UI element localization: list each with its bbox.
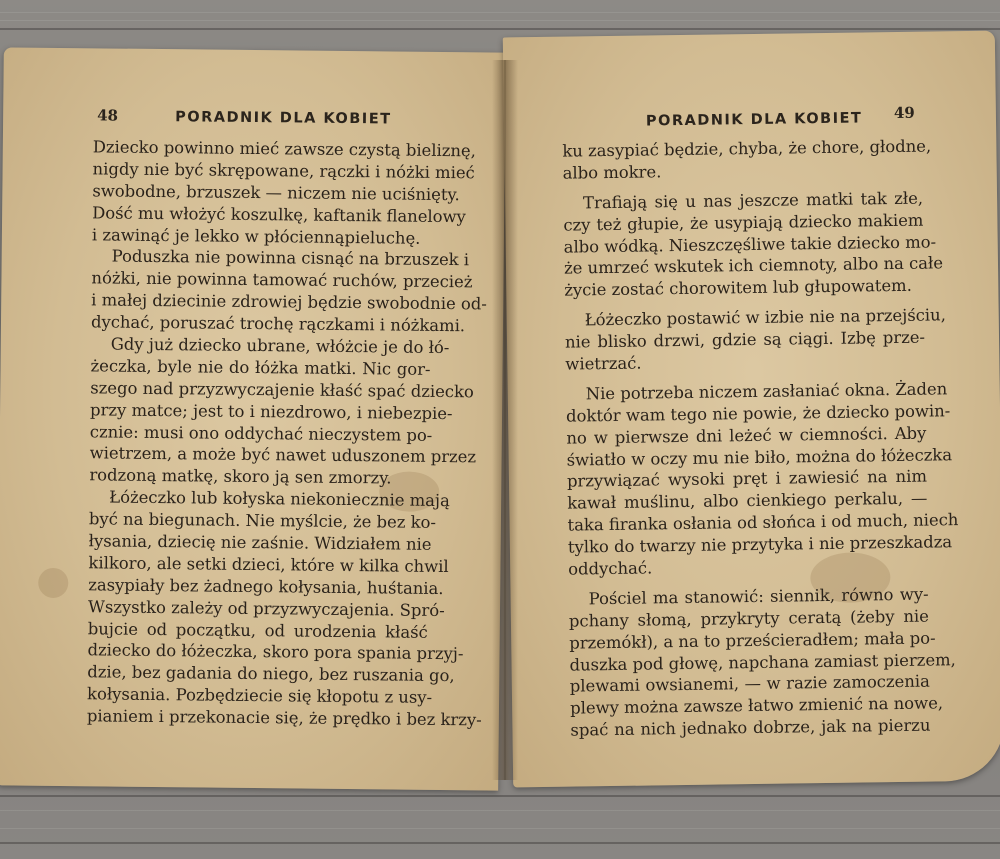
text-line: Wszystko zależy od przyzwyczajenia. Spró- (87, 597, 445, 620)
text-line: że umrzeć wskutek ich ciemnoty, albo na całe (563, 253, 944, 279)
text-line: taka firanka osłania od słońca i od much, niech (567, 510, 959, 535)
text-line: Łóżeczko lub kołyska niekoniecznie mają (109, 487, 450, 511)
text-line: oddychać. (568, 558, 653, 579)
text-line: nie blisko drzwi, gdzie są ciągi. Izbę prze- (564, 327, 926, 352)
text-line: Dość mu włożyć koszulkę, kaftanik flanelowy (92, 202, 466, 226)
text-line: przy matce; jest to i niezdrowo, i niebezpie- (89, 400, 453, 423)
text-line: być na biegunach. Nie myślcie, że bez ko- (88, 509, 437, 533)
text-line: żeczka, byle nie do łóżka matki. Nic gor- (90, 356, 431, 379)
right-page-text (562, 136, 959, 742)
text-line: kołysania. Pozbędziecie się kłopotu z usy- (87, 684, 433, 708)
text-line: przemókł), a na to prześcieradłem; mała po- (569, 628, 936, 653)
text-line: albo wódką. Nieszczęśliwe takie dziecko mo- (563, 232, 937, 257)
right-page (503, 31, 1000, 788)
text-line: życie zostać chorowitem lub głupowatem. (564, 276, 913, 300)
left-page-number: 48 (97, 106, 119, 125)
text-line: Poduszka nie powinna cisnąć na brzuszek i (111, 246, 470, 270)
text-line: kilkoro, ale setki dzieci, które w kilka chwil (88, 553, 449, 576)
text-line: spać na nich jednako dobrze, jak na pierzu (570, 715, 931, 740)
text-line: doktór wam tego nie powie, że dziecko powin- (565, 401, 951, 426)
right-page-number: 49 (893, 103, 915, 123)
text-line: Gdy już dziecko ubrane, włóżcie je do łó- (110, 334, 450, 358)
text-line: łysania, dziecię nie zaśnie. Widziałem nie (88, 531, 432, 554)
text-line: przywiązać wysoki pręt i zawiesić na nim (566, 467, 928, 492)
text-line: bujcie od początku, od urodzenia kłaść (87, 618, 428, 642)
left-page (0, 47, 506, 790)
text-line: nigdy nie być skrępowane, rączki i nóżki mieć (92, 159, 475, 183)
left-page-text (86, 136, 487, 731)
text-line: dzie, bez gadania do niego, bez ruszania go, (87, 662, 455, 686)
text-line: zasypiały bez żadnego kołysania, huśtania. (88, 575, 444, 598)
text-line: Trafiają się u nas jeszcze matki tak złe, (582, 188, 924, 213)
text-line: duszka pod głowę, napchana zamiast pierzem, (569, 649, 956, 675)
text-line: plewami owsianemi, — w razie zamoczenia (569, 672, 930, 697)
text-line: swobodne, brzuszek — niczem nie uciśnięty. (92, 181, 460, 204)
text-line: dziecko do łóżeczka, skoro pora spania przyj- (87, 640, 464, 664)
right-running-header: PORADNIK DLA KOBIET (645, 110, 863, 130)
text-line: Pościel ma stanowić: siennik, równo wy- (588, 584, 929, 609)
text-line: pchany słomą, przykryty ceratą (żeby nie (568, 606, 930, 631)
text-line: wietrzać. (565, 353, 642, 374)
text-line: albo mokre. (562, 162, 662, 183)
text-line: światło w oczy mu nie biło, można do łóżeczka (566, 444, 953, 470)
text-line: dychać, poruszać trochę rączkami i nóżkami. (90, 312, 466, 336)
text-line: no w pierwsze dni leżeć w ciemności. Aby (566, 423, 927, 448)
text-line: plewy można zawsze łatwo zmienić na nowe, (570, 693, 944, 718)
text-line: tylko do twarzy nie przytyka i nie przeszkadza (567, 532, 953, 557)
text-line: cznie: musi ono oddychać nieczystem po- (89, 421, 433, 445)
text-line: pianiem i przekonacie się, że prędko i bez krzy- (86, 706, 482, 730)
text-line: i małej dziecinie zdrowiej będzie swobodnie od- (91, 290, 487, 314)
text-line: Łóżeczko postawić w izbie nie na przejściu, (584, 305, 946, 330)
text-line: Dziecko powinno mieć zawsze czystą bieliznę, (92, 137, 476, 161)
text-line: czy też głupie, że usypiają dziecko makiem (563, 210, 924, 235)
text-line: szego nad przyzwyczajenie kłaść spać dziecko (90, 378, 474, 402)
text-line: i zawinąć je lekko w płóciennąpieluchę. (91, 224, 421, 248)
text-line: wietrzem, a może być nawet uduszonem przez (89, 443, 477, 467)
text-line: kawał muślinu, albo cienkiego perkalu, — (567, 488, 928, 513)
text-line: nóżki, nie powinna tamować ruchów, przecież (91, 268, 473, 292)
text-line: Nie potrzeba niczem zasłaniać okna. Żaden (585, 379, 948, 404)
left-running-header: PORADNIK DLA KOBIET (175, 109, 392, 128)
text-line: rodzoną matkę, skoro ją sen zmorzy. (89, 465, 392, 488)
text-line: ku zasypiać będzie, chyba, że chore, głodne, (562, 136, 932, 161)
